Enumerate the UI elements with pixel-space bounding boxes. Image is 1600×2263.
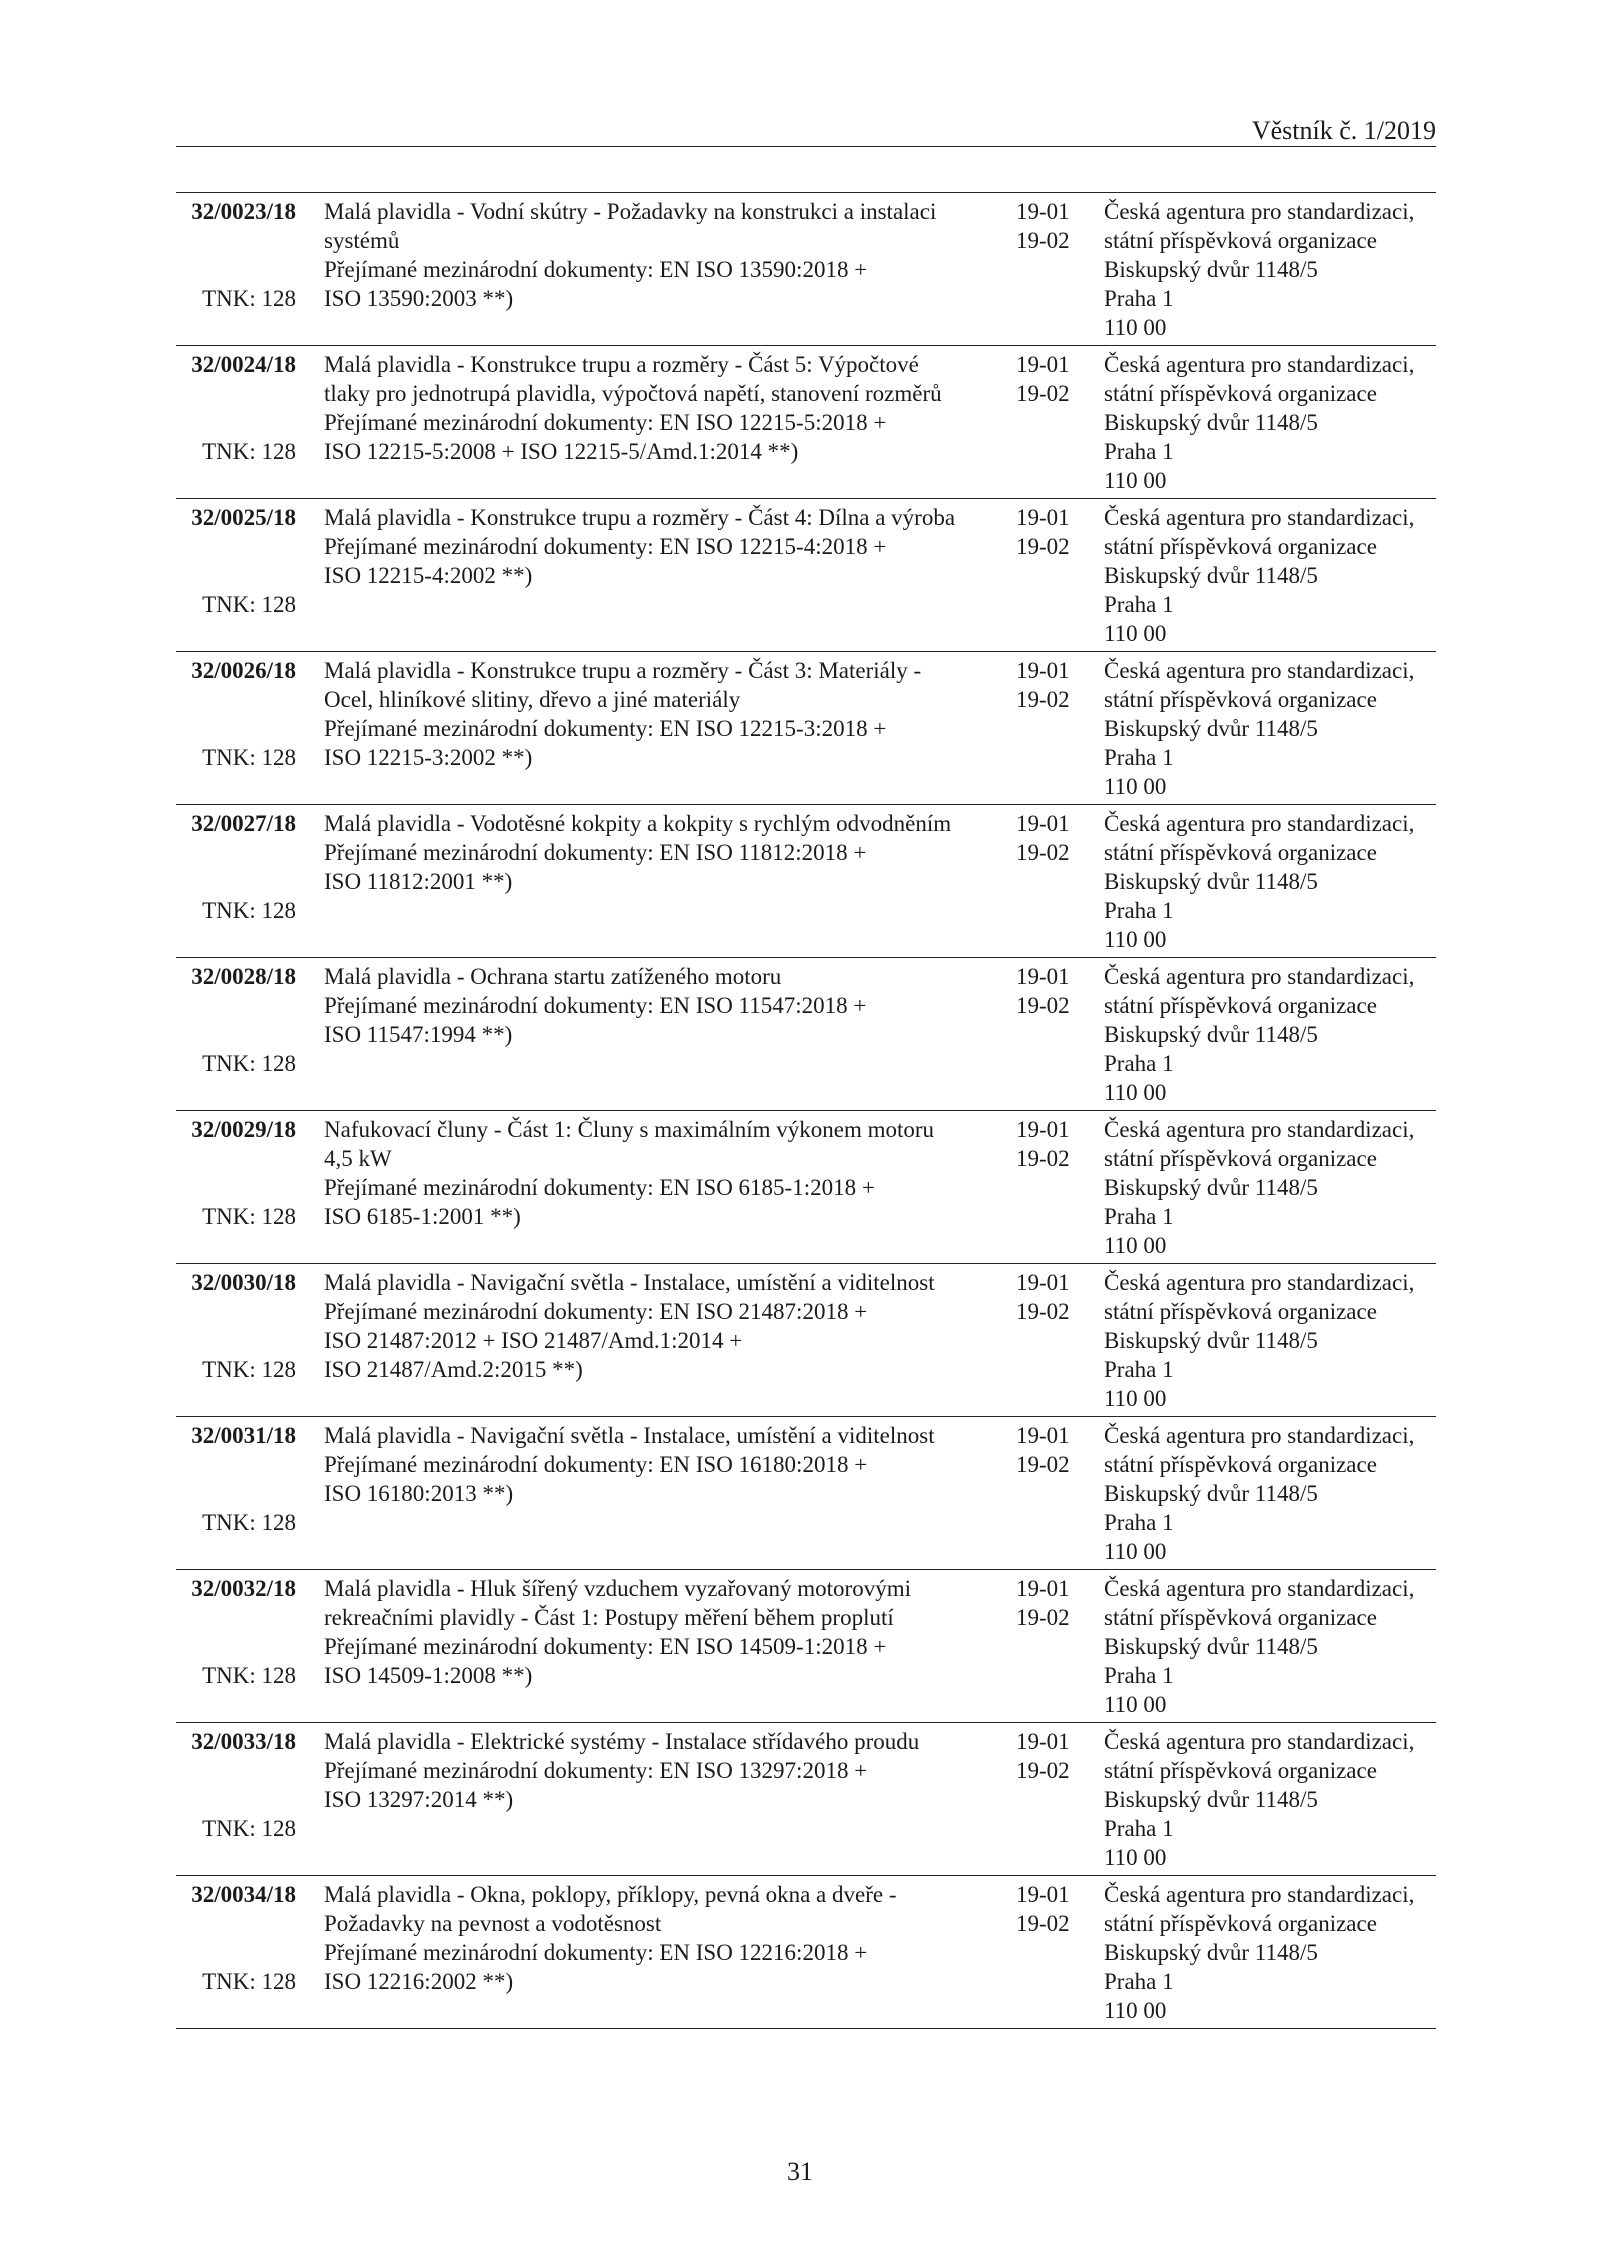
title-line: Přejímané mezinárodní dokumenty: EN ISO 14509-1:2018 + xyxy=(324,1634,887,1659)
classification-codes xyxy=(1016,1574,1086,1632)
standard-code-cell xyxy=(180,1115,296,1144)
standard-title xyxy=(324,656,1004,772)
title-line: Přejímané mezinárodní dokumenty: EN ISO 12215-4:2018 + xyxy=(324,534,887,559)
header-divider xyxy=(176,146,1436,147)
tnk-label: TNK: 128 xyxy=(202,1816,296,1841)
classification-codes xyxy=(1016,1421,1086,1479)
organization-line: Česká agentura pro standardizaci, xyxy=(1104,1882,1415,1907)
classification-code: 19-02 xyxy=(1016,534,1070,559)
tnk-cell xyxy=(180,437,296,466)
title-line: ISO 21487:2012 + ISO 21487/Amd.1:2014 + xyxy=(324,1328,743,1353)
organization-line: Česká agentura pro standardizaci, xyxy=(1104,352,1415,377)
title-line: Přejímané mezinárodní dokumenty: EN ISO 13590:2018 + xyxy=(324,257,868,282)
title-line: Malá plavidla - Hluk šířený vzduchem vyzařovaný motorovými xyxy=(324,1576,911,1601)
organization-line: Biskupský dvůr 1148/5 xyxy=(1104,410,1318,435)
standard-entry xyxy=(176,499,1436,652)
classification-code: 19-01 xyxy=(1016,505,1070,530)
organization-line: státní příspěvková organizace xyxy=(1104,1605,1377,1630)
organization-line: Biskupský dvůr 1148/5 xyxy=(1104,869,1318,894)
tnk-label: TNK: 128 xyxy=(202,745,296,770)
organization-line: Biskupský dvůr 1148/5 xyxy=(1104,716,1318,741)
classification-code: 19-02 xyxy=(1016,1146,1070,1171)
issuing-organization xyxy=(1104,1421,1444,1566)
classification-code: 19-01 xyxy=(1016,1270,1070,1295)
organization-line: Česká agentura pro standardizaci, xyxy=(1104,658,1415,683)
issuing-organization xyxy=(1104,1727,1444,1872)
standard-code-cell xyxy=(180,1727,296,1756)
issuing-organization xyxy=(1104,1268,1444,1413)
tnk-label: TNK: 128 xyxy=(202,1051,296,1076)
standard-entry xyxy=(176,652,1436,805)
standard-entry xyxy=(176,1570,1436,1723)
organization-line: Biskupský dvůr 1148/5 xyxy=(1104,1940,1318,1965)
standard-title xyxy=(324,1115,1004,1231)
issuing-organization xyxy=(1104,350,1444,495)
classification-code: 19-01 xyxy=(1016,1729,1070,1754)
classification-code: 19-02 xyxy=(1016,687,1070,712)
organization-line: Česká agentura pro standardizaci, xyxy=(1104,1270,1415,1295)
standard-title xyxy=(324,809,1004,896)
title-line: rekreačními plavidly - Část 1: Postupy měření během proplutí xyxy=(324,1605,894,1630)
organization-line: státní příspěvková organizace xyxy=(1104,1911,1377,1936)
organization-line: 110 00 xyxy=(1104,1998,1167,2023)
title-line: Malá plavidla - Ochrana startu zatíženého motoru xyxy=(324,964,782,989)
standard-title xyxy=(324,1268,1004,1384)
tnk-label: TNK: 128 xyxy=(202,1969,296,1994)
standard-title xyxy=(324,1421,1004,1508)
organization-line: Biskupský dvůr 1148/5 xyxy=(1104,1022,1318,1047)
title-line: Přejímané mezinárodní dokumenty: EN ISO 12215-5:2018 + xyxy=(324,410,887,435)
organization-line: Česká agentura pro standardizaci, xyxy=(1104,1117,1415,1142)
title-line: ISO 11547:1994 **) xyxy=(324,1022,513,1047)
standard-entry xyxy=(176,805,1436,958)
standard-code: 32/0024/18 xyxy=(191,352,296,377)
organization-line: Praha 1 xyxy=(1104,745,1174,770)
standard-code: 32/0034/18 xyxy=(191,1882,296,1907)
classification-code: 19-01 xyxy=(1016,1117,1070,1142)
classification-code: 19-02 xyxy=(1016,1452,1070,1477)
page-number: 31 xyxy=(787,2157,813,2186)
standard-code: 32/0027/18 xyxy=(191,811,296,836)
title-line: ISO 13590:2003 **) xyxy=(324,286,514,311)
organization-line: 110 00 xyxy=(1104,1233,1167,1258)
organization-line: státní příspěvková organizace xyxy=(1104,1299,1377,1324)
issuing-organization xyxy=(1104,962,1444,1107)
classification-code: 19-02 xyxy=(1016,1299,1070,1324)
classification-code: 19-02 xyxy=(1016,1758,1070,1783)
tnk-label: TNK: 128 xyxy=(202,1663,296,1688)
standard-code-cell xyxy=(180,503,296,532)
organization-line: Česká agentura pro standardizaci, xyxy=(1104,811,1415,836)
title-line: tlaky pro jednotrupá plavidla, výpočtová napětí, stanovení rozměrů xyxy=(324,381,942,406)
classification-codes xyxy=(1016,197,1086,255)
organization-line: státní příspěvková organizace xyxy=(1104,687,1377,712)
title-line: Přejímané mezinárodní dokumenty: EN ISO 13297:2018 + xyxy=(324,1758,868,1783)
organization-line: Česká agentura pro standardizaci, xyxy=(1104,1423,1415,1448)
title-line: systémů xyxy=(324,228,400,253)
organization-line: Praha 1 xyxy=(1104,592,1174,617)
organization-line: Biskupský dvůr 1148/5 xyxy=(1104,257,1318,282)
organization-line: Praha 1 xyxy=(1104,1663,1174,1688)
title-line: Malá plavidla - Elektrické systémy - Instalace střídavého proudu xyxy=(324,1729,920,1754)
organization-line: Česká agentura pro standardizaci, xyxy=(1104,1576,1415,1601)
title-line: Přejímané mezinárodní dokumenty: EN ISO 11812:2018 + xyxy=(324,840,867,865)
standard-code: 32/0031/18 xyxy=(191,1423,296,1448)
organization-line: státní příspěvková organizace xyxy=(1104,1146,1377,1171)
title-line: Přejímané mezinárodní dokumenty: EN ISO 6185-1:2018 + xyxy=(324,1175,875,1200)
organization-line: státní příspěvková organizace xyxy=(1104,840,1377,865)
title-line: Malá plavidla - Okna, poklopy, příklopy, pevná okna a dveře - xyxy=(324,1882,897,1907)
title-line: Malá plavidla - Vodní skútry - Požadavky na konstrukci a instalaci xyxy=(324,199,937,224)
standard-code: 32/0028/18 xyxy=(191,964,296,989)
organization-line: Praha 1 xyxy=(1104,286,1174,311)
classification-code: 19-02 xyxy=(1016,1911,1070,1936)
classification-code: 19-02 xyxy=(1016,381,1070,406)
standard-entry xyxy=(176,1417,1436,1570)
standard-entry xyxy=(176,193,1436,346)
classification-code: 19-01 xyxy=(1016,199,1070,224)
classification-code: 19-02 xyxy=(1016,1605,1070,1630)
title-line: ISO 12216:2002 **) xyxy=(324,1969,514,1994)
classification-codes xyxy=(1016,503,1086,561)
standard-code-cell xyxy=(180,1880,296,1909)
standard-code: 32/0029/18 xyxy=(191,1117,296,1142)
title-line: Ocel, hliníkové slitiny, dřevo a jiné materiály xyxy=(324,687,741,712)
classification-code: 19-01 xyxy=(1016,1423,1070,1448)
standard-code-cell xyxy=(180,1574,296,1603)
standard-code: 32/0033/18 xyxy=(191,1729,296,1754)
tnk-cell xyxy=(180,1967,296,1996)
issuing-organization xyxy=(1104,503,1444,648)
tnk-cell xyxy=(180,1508,296,1537)
classification-codes xyxy=(1016,962,1086,1020)
classification-code: 19-01 xyxy=(1016,352,1070,377)
title-line: Požadavky na pevnost a vodotěsnost xyxy=(324,1911,662,1936)
standard-code: 32/0023/18 xyxy=(191,199,296,224)
standard-code-cell xyxy=(180,197,296,226)
classification-codes xyxy=(1016,1115,1086,1173)
organization-line: Praha 1 xyxy=(1104,1510,1174,1535)
standard-code-cell xyxy=(180,809,296,838)
title-line: Přejímané mezinárodní dokumenty: EN ISO 12216:2018 + xyxy=(324,1940,868,1965)
organization-line: 110 00 xyxy=(1104,315,1167,340)
title-line: ISO 13297:2014 **) xyxy=(324,1787,514,1812)
organization-line: Praha 1 xyxy=(1104,439,1174,464)
organization-line: 110 00 xyxy=(1104,1692,1167,1717)
classification-code: 19-02 xyxy=(1016,228,1070,253)
standard-title xyxy=(324,1574,1004,1690)
title-line: Přejímané mezinárodní dokumenty: EN ISO 11547:2018 + xyxy=(324,993,867,1018)
organization-line: 110 00 xyxy=(1104,621,1167,646)
organization-line: 110 00 xyxy=(1104,1539,1167,1564)
organization-line: státní příspěvková organizace xyxy=(1104,381,1377,406)
standard-title xyxy=(324,1880,1004,1996)
title-line: Přejímané mezinárodní dokumenty: EN ISO 12215-3:2018 + xyxy=(324,716,887,741)
standard-code-cell xyxy=(180,962,296,991)
organization-line: Praha 1 xyxy=(1104,1204,1174,1229)
organization-line: Praha 1 xyxy=(1104,1816,1174,1841)
organization-line: Česká agentura pro standardizaci, xyxy=(1104,964,1415,989)
title-line: Malá plavidla - Navigační světla - Instalace, umístění a viditelnost xyxy=(324,1423,935,1448)
classification-code: 19-01 xyxy=(1016,658,1070,683)
organization-line: Česká agentura pro standardizaci, xyxy=(1104,199,1415,224)
tnk-label: TNK: 128 xyxy=(202,898,296,923)
issuing-organization xyxy=(1104,197,1444,342)
classification-codes xyxy=(1016,1268,1086,1326)
organization-line: 110 00 xyxy=(1104,1845,1167,1870)
title-line: Malá plavidla - Vodotěsné kokpity a kokpity s rychlým odvodněním xyxy=(324,811,952,836)
standard-code: 32/0025/18 xyxy=(191,505,296,530)
standard-code: 32/0030/18 xyxy=(191,1270,296,1295)
standard-title xyxy=(324,1727,1004,1814)
organization-line: Praha 1 xyxy=(1104,1051,1174,1076)
tnk-cell xyxy=(180,1661,296,1690)
tnk-cell xyxy=(180,1814,296,1843)
organization-line: Biskupský dvůr 1148/5 xyxy=(1104,1787,1318,1812)
issuing-organization xyxy=(1104,1115,1444,1260)
title-line: Nafukovací čluny - Část 1: Čluny s maximálním výkonem motoru xyxy=(324,1117,935,1142)
issuing-organization xyxy=(1104,656,1444,801)
organization-line: 110 00 xyxy=(1104,468,1167,493)
tnk-cell xyxy=(180,1202,296,1231)
title-line: 4,5 kW xyxy=(324,1146,392,1171)
issuing-organization xyxy=(1104,1880,1444,2025)
standard-title xyxy=(324,962,1004,1049)
standard-entry xyxy=(176,1111,1436,1264)
tnk-cell xyxy=(180,1049,296,1078)
organization-line: státní příspěvková organizace xyxy=(1104,993,1377,1018)
standard-title xyxy=(324,503,1004,590)
title-line: ISO 14509-1:2008 **) xyxy=(324,1663,533,1688)
classification-codes xyxy=(1016,350,1086,408)
standard-code-cell xyxy=(180,656,296,685)
organization-line: státní příspěvková organizace xyxy=(1104,228,1377,253)
classification-codes xyxy=(1016,656,1086,714)
organization-line: Biskupský dvůr 1148/5 xyxy=(1104,1175,1318,1200)
classification-codes xyxy=(1016,1880,1086,1938)
tnk-cell xyxy=(180,1355,296,1384)
organization-line: 110 00 xyxy=(1104,927,1167,952)
tnk-cell xyxy=(180,284,296,313)
standard-entry xyxy=(176,958,1436,1111)
standards-table xyxy=(176,192,1436,2029)
organization-line: státní příspěvková organizace xyxy=(1104,1452,1377,1477)
classification-code: 19-02 xyxy=(1016,993,1070,1018)
organization-line: státní příspěvková organizace xyxy=(1104,534,1377,559)
standard-code-cell xyxy=(180,1421,296,1450)
standard-title xyxy=(324,350,1004,466)
classification-codes xyxy=(1016,1727,1086,1785)
classification-code: 19-01 xyxy=(1016,1576,1070,1601)
standard-title xyxy=(324,197,1004,313)
title-line: ISO 11812:2001 **) xyxy=(324,869,513,894)
organization-line: 110 00 xyxy=(1104,1386,1167,1411)
title-line: Přejímané mezinárodní dokumenty: EN ISO 16180:2018 + xyxy=(324,1452,868,1477)
title-line: ISO 6185-1:2001 **) xyxy=(324,1204,521,1229)
standard-code: 32/0032/18 xyxy=(191,1576,296,1601)
organization-line: Biskupský dvůr 1148/5 xyxy=(1104,1481,1318,1506)
classification-code: 19-02 xyxy=(1016,840,1070,865)
title-line: Malá plavidla - Konstrukce trupu a rozměry - Část 4: Dílna a výroba xyxy=(324,505,956,530)
title-line: ISO 12215-3:2002 **) xyxy=(324,745,533,770)
issuing-organization xyxy=(1104,809,1444,954)
organization-line: Biskupský dvůr 1148/5 xyxy=(1104,1328,1318,1353)
standard-entry xyxy=(176,346,1436,499)
organization-line: 110 00 xyxy=(1104,1080,1167,1105)
tnk-label: TNK: 128 xyxy=(202,439,296,464)
standard-entry xyxy=(176,1723,1436,1876)
tnk-label: TNK: 128 xyxy=(202,286,296,311)
tnk-cell xyxy=(180,590,296,619)
tnk-label: TNK: 128 xyxy=(202,592,296,617)
title-line: Malá plavidla - Konstrukce trupu a rozměry - Část 5: Výpočtové xyxy=(324,352,919,377)
organization-line: Česká agentura pro standardizaci, xyxy=(1104,1729,1415,1754)
title-line: Přejímané mezinárodní dokumenty: EN ISO 21487:2018 + xyxy=(324,1299,868,1324)
organization-line: státní příspěvková organizace xyxy=(1104,1758,1377,1783)
classification-codes xyxy=(1016,809,1086,867)
title-line: ISO 12215-4:2002 **) xyxy=(324,563,533,588)
title-line: ISO 12215-5:2008 + ISO 12215-5/Amd.1:2014 **) xyxy=(324,439,799,464)
standard-code-cell xyxy=(180,350,296,379)
title-line: ISO 16180:2013 **) xyxy=(324,1481,514,1506)
standard-entry xyxy=(176,1876,1436,2029)
organization-line: 110 00 xyxy=(1104,774,1167,799)
title-line: Malá plavidla - Konstrukce trupu a rozměry - Část 3: Materiály - xyxy=(324,658,922,683)
organization-line: Česká agentura pro standardizaci, xyxy=(1104,505,1415,530)
standard-entry xyxy=(176,1264,1436,1417)
title-line: Malá plavidla - Navigační světla - Instalace, umístění a viditelnost xyxy=(324,1270,935,1295)
tnk-label: TNK: 128 xyxy=(202,1510,296,1535)
journal-header: Věstník č. 1/2019 xyxy=(1251,116,1436,145)
organization-line: Praha 1 xyxy=(1104,1357,1174,1382)
classification-code: 19-01 xyxy=(1016,964,1070,989)
title-line: ISO 21487/Amd.2:2015 **) xyxy=(324,1357,583,1382)
standard-code: 32/0026/18 xyxy=(191,658,296,683)
tnk-label: TNK: 128 xyxy=(202,1357,296,1382)
standard-code-cell xyxy=(180,1268,296,1297)
tnk-label: TNK: 128 xyxy=(202,1204,296,1229)
classification-code: 19-01 xyxy=(1016,811,1070,836)
organization-line: Praha 1 xyxy=(1104,898,1174,923)
tnk-cell xyxy=(180,743,296,772)
organization-line: Biskupský dvůr 1148/5 xyxy=(1104,1634,1318,1659)
organization-line: Praha 1 xyxy=(1104,1969,1174,1994)
organization-line: Biskupský dvůr 1148/5 xyxy=(1104,563,1318,588)
issuing-organization xyxy=(1104,1574,1444,1719)
tnk-cell xyxy=(180,896,296,925)
classification-code: 19-01 xyxy=(1016,1882,1070,1907)
